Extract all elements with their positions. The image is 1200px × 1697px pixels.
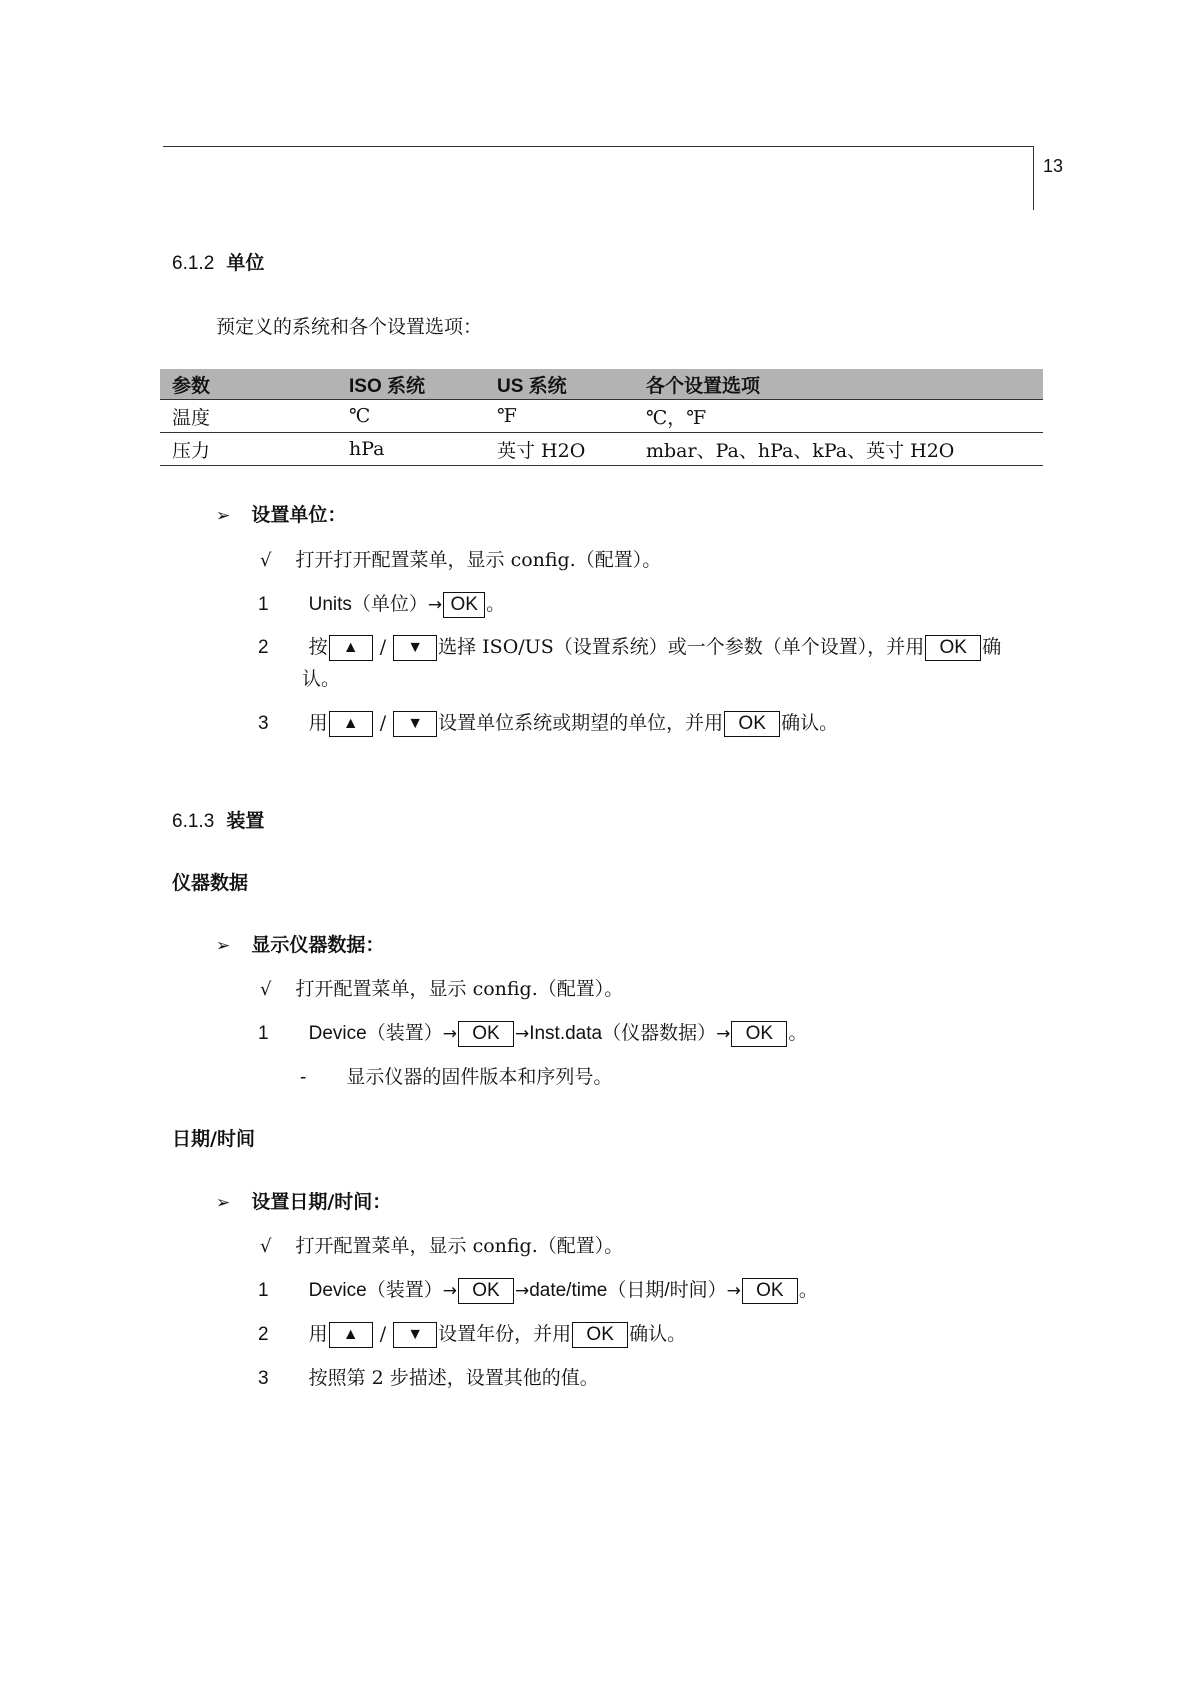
section-heading-613: 6.1.3 装置	[172, 810, 265, 832]
ok-key: OK	[731, 1021, 787, 1047]
procedure-set-units	[216, 500, 346, 527]
up-arrow-key: ▲	[329, 711, 373, 737]
procedure-title: 设置单位：	[251, 504, 347, 526]
pointer-icon: ➢	[216, 936, 231, 956]
ok-key: OK	[458, 1278, 514, 1304]
pre-step: √ 打开配置菜单，显示 config.（配置）。	[260, 978, 624, 1000]
subheading-date-time: 日期/时间	[172, 1128, 255, 1150]
ok-key: OK	[443, 592, 485, 618]
pre-step: √ 打开配置菜单，显示 config.（配置）。	[260, 1235, 624, 1257]
header-options: 各个设置选项	[634, 369, 1043, 400]
arrow-icon: →	[514, 1281, 530, 1301]
header-iso: ISO 系统	[337, 369, 485, 400]
cell: 压力	[160, 433, 337, 466]
step-2-continued: 认。	[302, 668, 341, 690]
procedure-set-date-time	[216, 1187, 391, 1214]
down-arrow-key: ▼	[393, 635, 437, 661]
up-arrow-key: ▲	[329, 1322, 373, 1348]
header-us: US 系统	[485, 369, 634, 400]
ok-key: OK	[572, 1322, 628, 1348]
table-row	[160, 433, 1043, 466]
cell: 英寸 H2O	[485, 433, 634, 466]
page-number: 13	[1043, 156, 1064, 176]
pointer-icon: ➢	[216, 506, 231, 526]
step-1: 1 Device（装置）→ OK →Inst.data（仪器数据）→ OK 。	[258, 1017, 807, 1050]
step-3: 3 用 ▲ / ▼ 设置单位系统或期望的单位，并用 OK 确认。	[258, 707, 838, 740]
arrow-icon: →	[726, 1281, 741, 1301]
header-rule	[163, 146, 1033, 147]
ok-key: OK	[724, 711, 780, 737]
cell: hPa	[337, 433, 485, 466]
arrow-icon: →	[442, 1281, 457, 1301]
step-2: 2 按 ▲ / ▼ 选择 ISO/US（设置系统）或一个参数（单个设置），并用 OK 确	[258, 631, 1048, 664]
section-heading-612: 6.1.2 单位	[172, 252, 265, 274]
units-table	[160, 369, 1043, 466]
arrow-icon: →	[442, 1024, 457, 1044]
pre-step	[260, 544, 661, 577]
pre-step-text: 打开打开配置菜单，显示 config.（配置）。	[295, 549, 662, 571]
step-3: 3 按照第 2 步描述，设置其他的值。	[258, 1367, 599, 1389]
down-arrow-key: ▼	[393, 711, 437, 737]
arrow-icon: →	[514, 1024, 530, 1044]
procedure-title: 设置日期/时间：	[251, 1191, 392, 1213]
check-icon: √	[260, 979, 272, 1000]
step-2: 2 用 ▲ / ▼ 设置年份，并用 OK 确认。	[258, 1318, 686, 1351]
ok-key: OK	[742, 1278, 798, 1304]
up-arrow-key: ▲	[329, 635, 373, 661]
cell: ℉	[485, 400, 634, 433]
table-header-row	[160, 369, 1043, 400]
procedure-show-data	[216, 930, 384, 957]
step-1: 1 Units（单位）→ OK 。	[258, 588, 505, 621]
ok-key: OK	[925, 635, 981, 661]
subheading-instrument-data: 仪器数据	[172, 872, 249, 894]
cell: mbar、Pa、hPa、kPa、英寸 H2O	[634, 433, 1043, 466]
header-vertical-rule	[1033, 146, 1034, 210]
check-icon: √	[260, 550, 272, 571]
note: - 显示仪器的固件版本和序列号。	[300, 1066, 613, 1088]
header-param: 参数	[160, 369, 337, 400]
down-arrow-key: ▼	[393, 1322, 437, 1348]
ok-key: OK	[458, 1021, 514, 1047]
procedure-title: 显示仪器数据：	[251, 934, 385, 956]
check-icon: √	[260, 1236, 272, 1257]
arrow-icon: →	[427, 595, 443, 615]
intro-text: 预定义的系统和各个设置选项：	[216, 316, 483, 338]
arrow-icon: →	[716, 1024, 731, 1044]
table-row	[160, 400, 1043, 433]
cell: ℃	[337, 400, 485, 433]
step-1: 1 Device（装置）→ OK →date/time（日期/时间）→ OK 。	[258, 1274, 818, 1307]
cell: ℃，℉	[634, 400, 1043, 433]
pointer-icon: ➢	[216, 1193, 231, 1213]
cell: 温度	[160, 400, 337, 433]
